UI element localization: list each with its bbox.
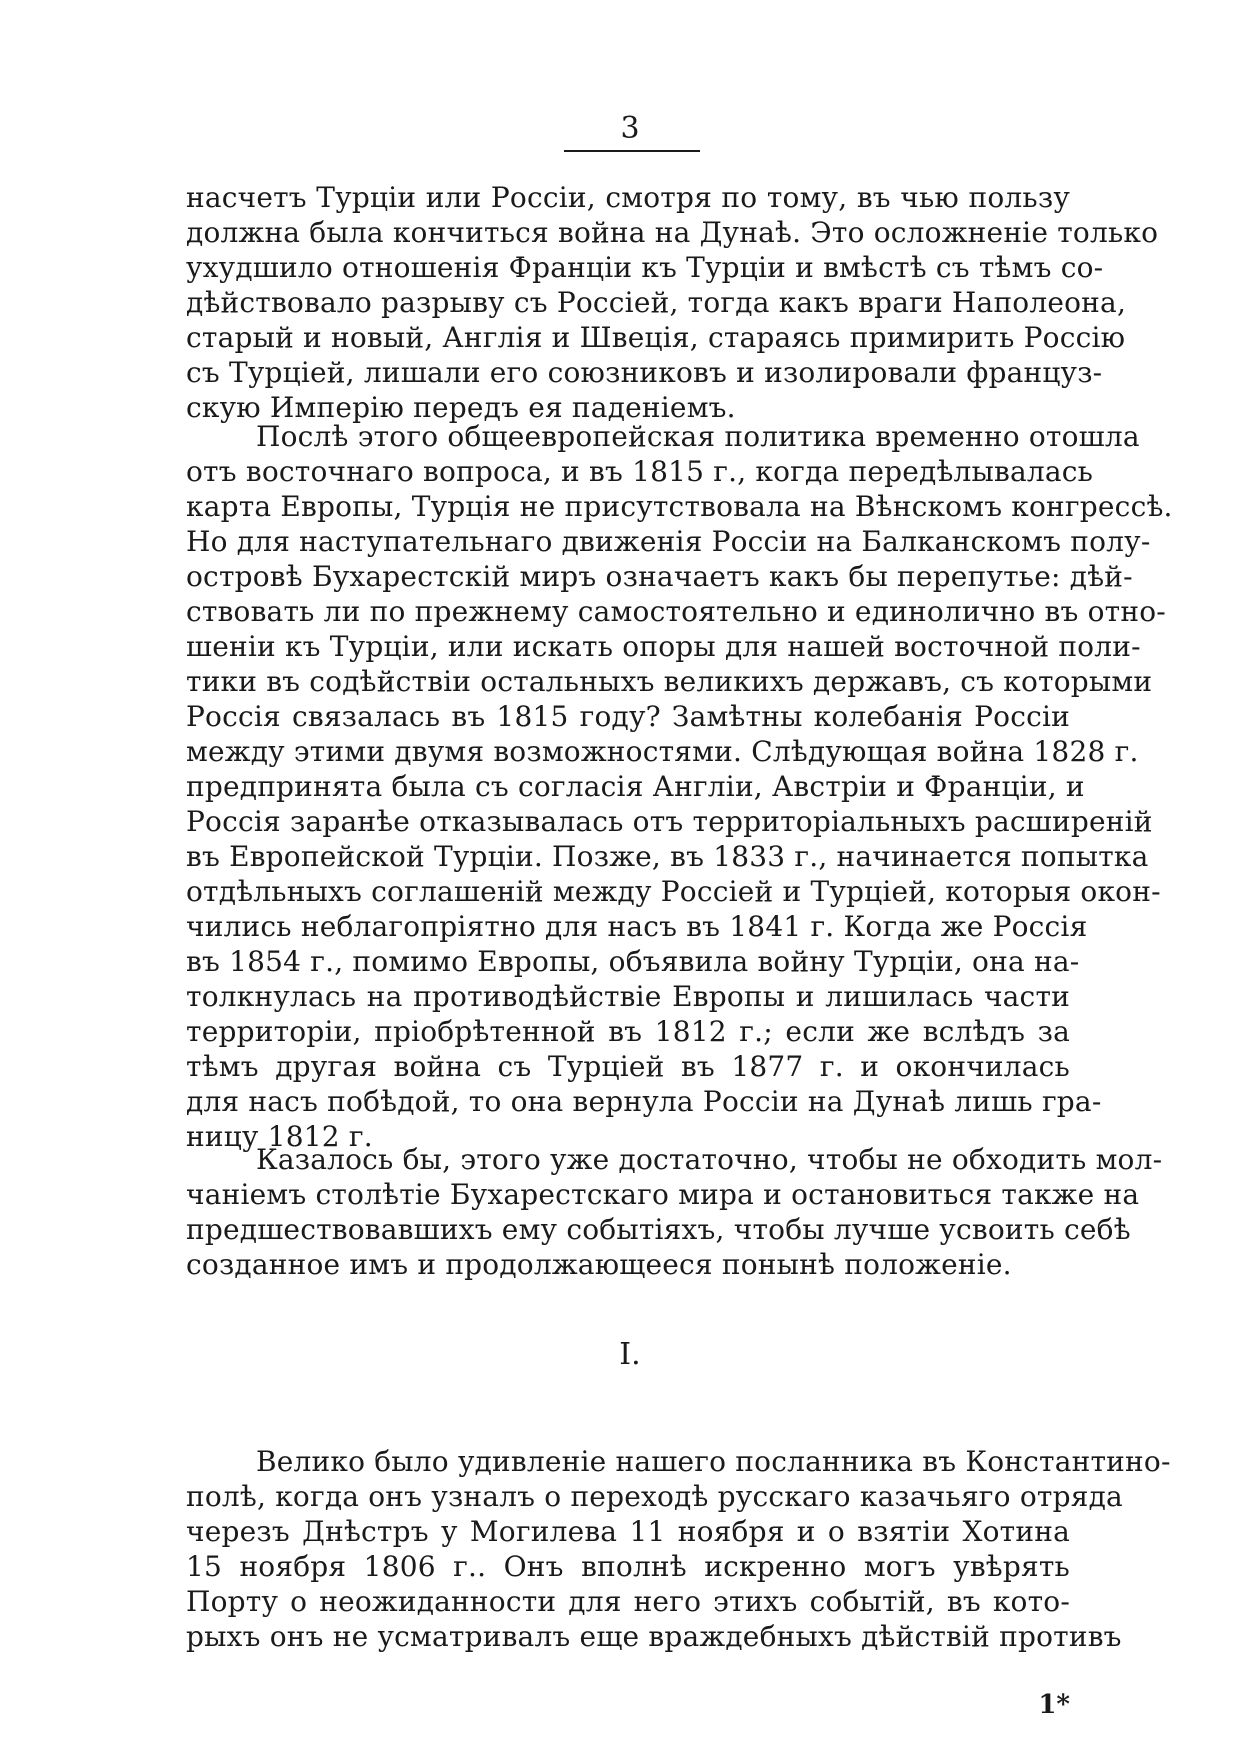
paragraph-1 (186, 180, 1159, 425)
text-line: чились неблагопріятно для насъ въ 1841 г. Когда же Россія (186, 910, 1088, 943)
paragraph-3 (186, 1142, 1163, 1282)
text-line: ствовать ли по прежнему самостоятельно и единолично въ отно- (186, 595, 1166, 628)
text-line: тики въ содѣйствіи остальныхъ великихъ державъ, съ которыми (186, 665, 1153, 698)
text-line: отдѣльныхъ соглашеній между Россіей и Турціей, которыя окон- (186, 875, 1161, 908)
signature-mark: 1* (1038, 1690, 1070, 1720)
text-line: созданное имъ и продолжающееся понынѣ положеніе. (186, 1248, 1012, 1281)
paragraph-4 (186, 1444, 1171, 1654)
text-line: чаніемъ столѣтіе Бухарестскаго мира и остановиться также на (186, 1178, 1140, 1211)
text-line: Велико было удивленіе нашего посланника въ Константино- (256, 1445, 1171, 1478)
text-line: шеніи къ Турціи, или искать опоры для нашей восточной поли- (186, 630, 1141, 663)
text-line: Послѣ этого общеевропейская политика временно отошла (256, 420, 1140, 453)
page-number-rule (564, 150, 700, 152)
text-line: Россія связалась въ 1815 году? Замѣтны колебанія Россіи (186, 700, 1070, 733)
text-line: Россія заранѣе отказывалась отъ территоріальныхъ расширеній (186, 805, 1153, 838)
text-line: Порту о неожиданности для него этихъ событій, въ кото- (186, 1585, 1070, 1618)
section-heading: I. (619, 1337, 641, 1372)
text-line: насчетъ Турціи или Россіи, смотря по тому, въ чью пользу (186, 181, 1070, 214)
text-line: тѣмъ другая война съ Турціей въ 1877 г. и окончилась (186, 1050, 1070, 1083)
text-line: старый и новый, Англія и Швеція, стараясь примирить Россію (186, 321, 1126, 354)
paragraph-2 (186, 419, 1173, 1154)
text-line: съ Турціей, лишали его союзниковъ и изолировали француз- (186, 356, 1103, 389)
text-line: полѣ, когда онъ узналъ о переходѣ русскаго казачьяго отряда (186, 1480, 1123, 1513)
text-line: дѣйствовало разрыву съ Россіей, тогда какъ враги Наполеона, (186, 286, 1127, 319)
text-line: скую Имперію передъ ея паденіемъ. (186, 391, 736, 424)
text-line: территоріи, пріобрѣтенной въ 1812 г.; если же вслѣдъ за (186, 1015, 1070, 1048)
text-line: Но для наступательнаго движенія Россіи на Балканскомъ полу- (186, 525, 1151, 558)
page-number: 3 (620, 111, 640, 146)
text-line: карта Европы, Турція не присутствовала на Вѣнскомъ конгрессѣ. (186, 490, 1173, 523)
text-line: въ 1854 г., помимо Европы, объявила войну Турціи, она на- (186, 945, 1080, 978)
text-line: островѣ Бухарестскій миръ означаетъ какъ бы перепутье: дѣй- (186, 560, 1133, 593)
text-line: предшествовавшихъ ему событіяхъ, чтобы лучше усвоить себѣ (186, 1213, 1131, 1246)
text-line: въ Европейской Турціи. Позже, въ 1833 г., начинается попытка (186, 840, 1149, 873)
text-line: предпринята была съ согласія Англіи, Австріи и Франціи, и (186, 770, 1085, 803)
text-line: рыхъ онъ не усматривалъ еще враждебныхъ дѣйствій противъ (186, 1620, 1122, 1653)
text-line: 15 ноября 1806 г.. Онъ вполнѣ искренно могъ увѣрять (186, 1550, 1070, 1583)
text-line: ухудшило отношенія Франціи къ Турціи и вмѣстѣ съ тѣмъ со- (186, 251, 1104, 284)
text-line: ницу 1812 г. (186, 1120, 373, 1153)
text-line: толкнулась на противодѣйствіе Европы и лишилась части (186, 980, 1070, 1013)
text-line: Казалось бы, этого уже достаточно, чтобы не обходить мол- (256, 1143, 1163, 1176)
text-line: для насъ побѣдой, то она вернула Россіи на Дунаѣ лишь гра- (186, 1085, 1102, 1118)
text-line: черезъ Днѣстръ у Могилева 11 ноября и о взятіи Хотина (186, 1515, 1070, 1548)
text-line: отъ восточнаго вопроса, и въ 1815 г., когда передѣлывалась (186, 455, 1094, 488)
text-line: между этими двумя возможностями. Слѣдующая война 1828 г. (186, 735, 1139, 768)
text-line: должна была кончиться война на Дунаѣ. Это осложненіе только (186, 216, 1159, 249)
